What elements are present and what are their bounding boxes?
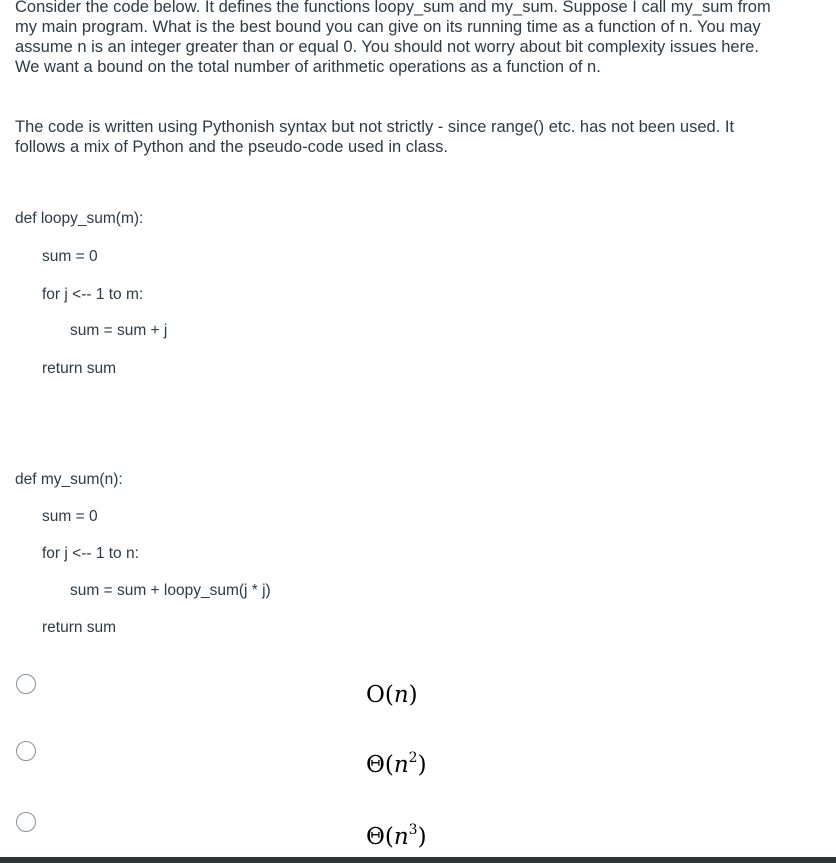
code-line: return sum bbox=[42, 619, 117, 636]
option-label: $\Theta(n^2)$ bbox=[366, 750, 427, 778]
code-line: def my_sum(n): bbox=[15, 471, 123, 488]
option-label: O(n) bbox=[366, 682, 418, 708]
answer-option[interactable] bbox=[0, 740, 836, 780]
option-label: $\Theta(n^3)$ bbox=[366, 822, 427, 850]
complexity-exponent: 2 bbox=[408, 750, 418, 766]
bottom-edge-bar bbox=[0, 857, 836, 863]
complexity-variable: n bbox=[393, 824, 409, 850]
complexity-exponent: 3 bbox=[408, 822, 418, 838]
code-line: for j <-- 1 to m: bbox=[42, 286, 144, 303]
radio-button[interactable] bbox=[16, 741, 36, 761]
radio-button[interactable] bbox=[16, 812, 36, 832]
code-line: sum = 0 bbox=[42, 508, 98, 525]
question-text: Consider the code below. It defines the functions loopy_sum and my_sum. Suppose I call my_sum from my main program. What is the best bound you can give on its running time as a function of n. You may assume n is an integer greater than or equal 0. You should not worry about bit complexity issues here. We want a bound on the total number of arithmetic operations as a function of n. bbox=[15, 0, 771, 76]
complexity-variable: n bbox=[393, 682, 409, 708]
complexity-variable: n bbox=[393, 752, 409, 778]
code-line: sum = sum + loopy_sum(j * j) bbox=[70, 582, 271, 599]
code-line: sum = 0 bbox=[42, 248, 98, 265]
code-line: return sum bbox=[42, 360, 117, 377]
answer-option[interactable] bbox=[0, 672, 836, 712]
code-line: for j <-- 1 to n: bbox=[42, 545, 139, 562]
complexity-function: Θ bbox=[366, 824, 385, 850]
complexity-function: Θ bbox=[366, 752, 385, 778]
radio-button[interactable] bbox=[16, 674, 36, 694]
answer-option[interactable] bbox=[0, 810, 836, 850]
code-line: def loopy_sum(m): bbox=[15, 210, 144, 227]
complexity-function: O bbox=[366, 682, 385, 708]
question-note: The code is written using Pythonish syntax but not strictly - since range() etc. has not been used. It follows a mix of Python and the pseudo-code used in class. bbox=[15, 118, 735, 156]
code-line: sum = sum + j bbox=[70, 322, 168, 339]
